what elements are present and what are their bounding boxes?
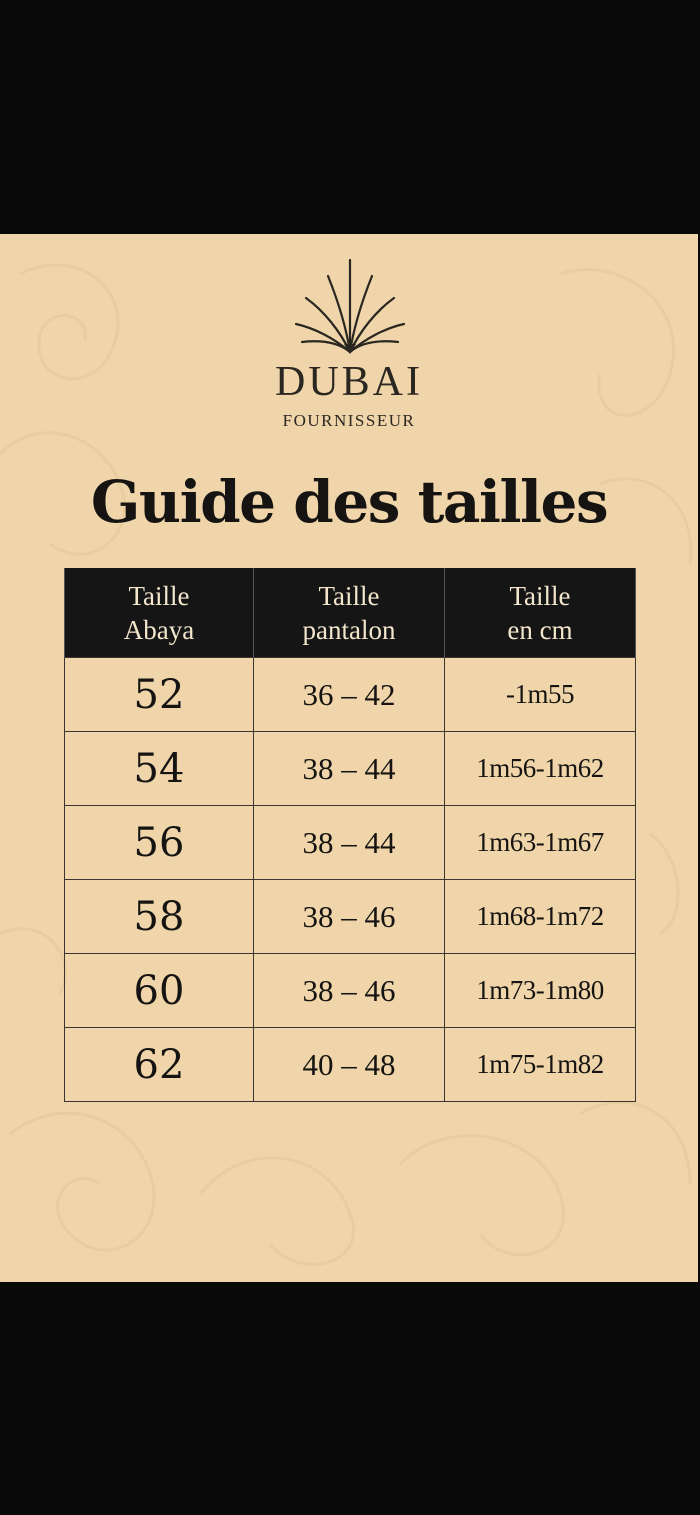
top-black-band bbox=[0, 0, 700, 234]
table-row bbox=[65, 1028, 636, 1102]
cell-abaya: 54 bbox=[65, 732, 254, 806]
brand-subtitle: FOURNISSEUR bbox=[282, 411, 416, 430]
cell-abaya: 56 bbox=[65, 806, 254, 880]
cell-pantalon: 38 – 44 bbox=[254, 732, 445, 806]
cell-cm: 1m75-1m82 bbox=[445, 1028, 636, 1102]
table-row bbox=[65, 880, 636, 954]
palm-leaf-icon bbox=[294, 256, 406, 356]
cell-cm: 1m68-1m72 bbox=[445, 880, 636, 954]
header-abaya-line1: Taille bbox=[128, 580, 190, 611]
cell-abaya: 62 bbox=[65, 1028, 254, 1102]
header-abaya bbox=[65, 568, 254, 658]
cell-cm: 1m56-1m62 bbox=[445, 732, 636, 806]
cell-cm: -1m55 bbox=[445, 658, 636, 732]
cell-pantalon: 36 – 42 bbox=[254, 658, 445, 732]
cell-pantalon: 40 – 48 bbox=[254, 1028, 445, 1102]
brand-name: DUBAI bbox=[275, 359, 423, 405]
cell-cm: 1m63-1m67 bbox=[445, 806, 636, 880]
table-header-row bbox=[65, 568, 636, 658]
header-pantalon-line2: pantalon bbox=[302, 614, 396, 645]
bottom-black-band bbox=[0, 1282, 700, 1515]
header-cm-line2: en cm bbox=[507, 614, 573, 645]
table-row bbox=[65, 806, 636, 880]
header-cm bbox=[445, 568, 636, 658]
cell-abaya: 58 bbox=[65, 880, 254, 954]
cell-cm: 1m73-1m80 bbox=[445, 954, 636, 1028]
table-row bbox=[65, 732, 636, 806]
header-cm-line1: Taille bbox=[509, 580, 571, 611]
cell-abaya: 60 bbox=[65, 954, 254, 1028]
table-row bbox=[65, 658, 636, 732]
size-guide-card bbox=[0, 234, 698, 1282]
cell-pantalon: 38 – 46 bbox=[254, 880, 445, 954]
cell-pantalon: 38 – 46 bbox=[254, 954, 445, 1028]
header-pantalon-line1: Taille bbox=[318, 580, 380, 611]
cell-abaya: 52 bbox=[65, 658, 254, 732]
table-row bbox=[65, 954, 636, 1028]
cell-pantalon: 38 – 44 bbox=[254, 806, 445, 880]
header-pantalon bbox=[254, 568, 445, 658]
size-table bbox=[64, 568, 636, 1102]
page-title: Guide des tailles bbox=[90, 468, 608, 536]
header-abaya-line2: Abaya bbox=[123, 614, 195, 645]
